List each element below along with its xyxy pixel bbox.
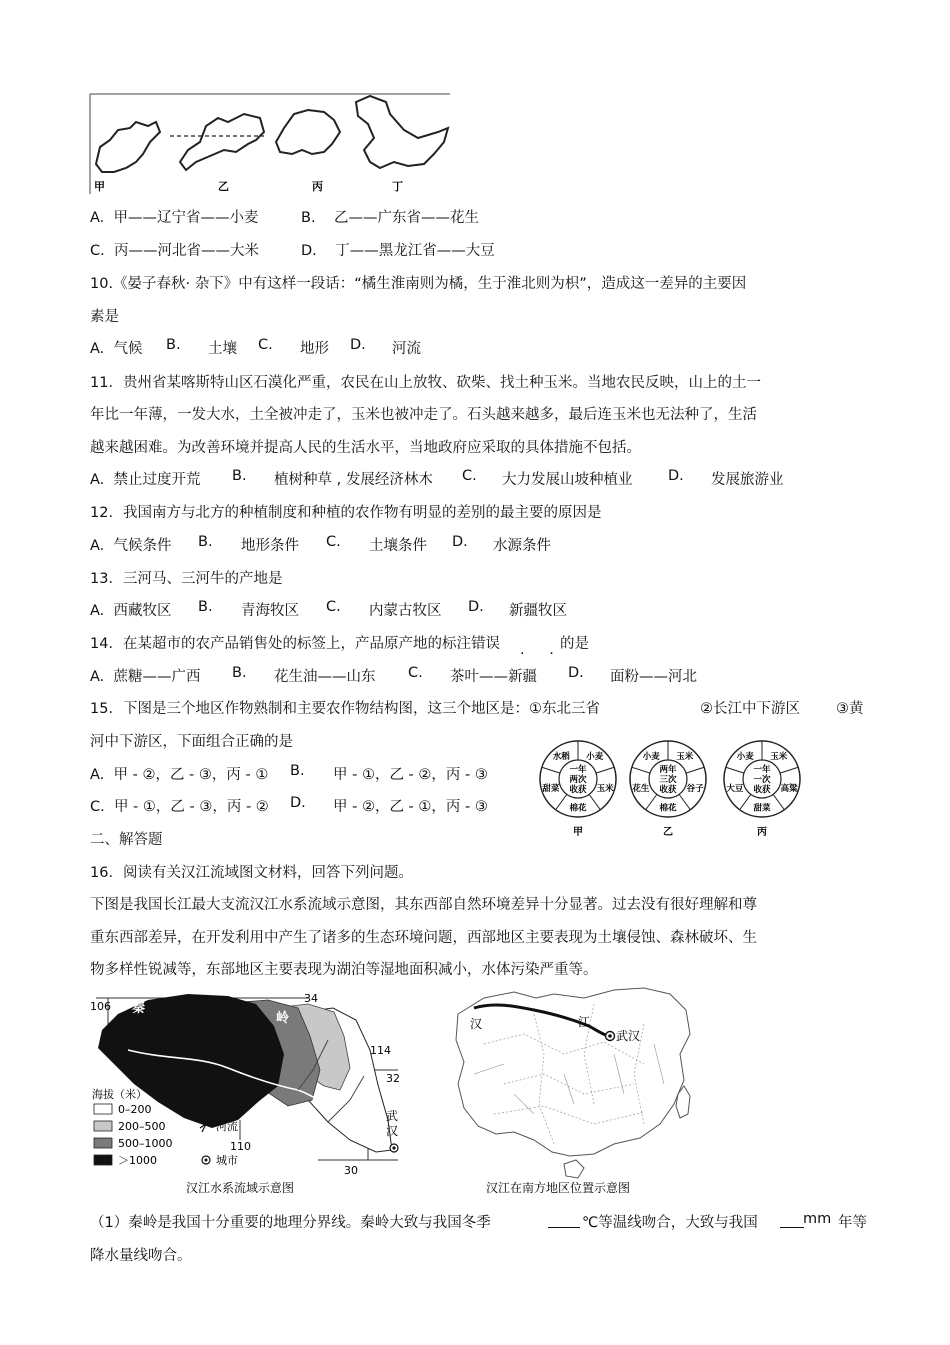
outline-bing xyxy=(276,110,340,154)
q15-option-b: B. xyxy=(290,763,305,779)
label-qin: 秦 xyxy=(132,1001,146,1016)
q10-option-b-text: 土壤 xyxy=(208,341,237,357)
q10-option-c-text: 地形 xyxy=(300,341,329,357)
province-outline-figure xyxy=(88,92,452,196)
q11-option-d: D. xyxy=(668,468,684,484)
coord-114: 114 xyxy=(370,1044,391,1057)
wheel-center-text: 三次 xyxy=(659,775,677,785)
q9-option-d: D. 丁——黑龙江省——大豆 xyxy=(301,243,495,259)
q14-option-c: C. xyxy=(408,665,423,681)
q11-option-c: C. xyxy=(462,468,477,484)
q13-option-d-text: 新疆牧区 xyxy=(509,603,567,619)
q15-option-c: C. 甲 - ①，乙 - ③，丙 - ② xyxy=(90,799,269,815)
q12-option-b: B. xyxy=(198,534,213,550)
q16-sub1-b: ℃等温线吻合，大致与我国 xyxy=(582,1215,758,1231)
crop-label: 甜菜 xyxy=(542,783,560,794)
coord-34: 34 xyxy=(304,992,318,1005)
q11-options xyxy=(90,468,784,489)
coord-32: 32 xyxy=(386,1072,400,1085)
crop-label: 玉米 xyxy=(596,783,614,794)
q9-option-a: A. 甲——辽宁省——小麦 xyxy=(90,210,259,226)
q15-option-d: D. xyxy=(290,795,306,811)
q9-options-row2 xyxy=(90,239,495,260)
crop-label: 谷子 xyxy=(686,783,704,794)
q15-stem-a: 15．下图是三个地区作物熟制和主要农作物结构图，这三个地区是：①东北三省 xyxy=(90,701,600,717)
q10-option-c: C. xyxy=(258,337,273,353)
han-basin-svg xyxy=(88,990,418,1198)
q12-option-a: A. 气候条件 xyxy=(90,538,172,554)
q13-option-b-text: 青海牧区 xyxy=(241,603,299,619)
crop-label: 棉花 xyxy=(569,803,587,814)
q10-option-d: D. xyxy=(350,337,366,353)
q14-stem-b: 的是 xyxy=(560,636,589,652)
q13-option-c-text: 内蒙古牧区 xyxy=(369,603,442,619)
q14-option-d: D. xyxy=(568,665,584,681)
crop-wheel-1 xyxy=(540,741,616,838)
crop-label: 高粱 xyxy=(780,783,798,794)
q9-option-c: C. 丙——河北省——大米 xyxy=(90,243,259,259)
q10-option-b: B. xyxy=(166,337,181,353)
q15-stem-c: ③黄 xyxy=(836,701,864,717)
q16-para-line3: 物多样性锐减等，东部地区主要表现为湖泊等湿地面积减小，水体污染严重等。 xyxy=(90,962,598,978)
q13-option-d: D. xyxy=(468,599,484,615)
legend-0-200: 0–200 xyxy=(118,1103,152,1116)
han-river-basin-map xyxy=(88,990,418,1198)
q16-sub1-c: mm xyxy=(803,1211,832,1227)
taiwan-island xyxy=(676,1086,690,1118)
map2-caption: 汉江在南方地区位置示意图 xyxy=(486,1181,631,1195)
wheel-center-text: 两次 xyxy=(569,775,587,785)
wheel-center-text: 收获 xyxy=(753,785,771,795)
label-yi: 乙 xyxy=(218,180,229,193)
wheel-center-text: 一年 xyxy=(569,765,587,775)
q12-option-d: D. xyxy=(452,534,468,550)
outline-jia xyxy=(96,122,160,172)
q10-options xyxy=(90,337,421,358)
crop-wheels xyxy=(538,733,808,845)
precipitation-blank[interactable] xyxy=(780,1213,804,1228)
south-map-svg xyxy=(444,984,698,1198)
q13-options xyxy=(90,599,567,620)
wheel-center-text: 收获 xyxy=(659,785,677,795)
q15-option-b-text: 甲 - ①，乙 - ②，丙 - ③ xyxy=(333,767,488,783)
south-region-outline xyxy=(456,988,690,1156)
q14-stem-a: 14．在某超市的农产品销售处的标签上，产品原产地的标注错误 xyxy=(90,636,500,652)
q15-options-row2 xyxy=(90,795,488,816)
q9-option-b: B. 乙——广东省——花生 xyxy=(301,210,479,226)
hainan-island xyxy=(564,1160,584,1178)
q16-para-line2: 重东西部差异，在开发利用中产生了诸多的生态环境问题，西部地区主要表现为土壤侵蚀、森林破坏、生 xyxy=(90,930,757,946)
wheel-center-text: 收获 xyxy=(569,785,587,795)
crop-label: 甜菜 xyxy=(753,803,771,814)
q14-option-c-text: 茶叶——新疆 xyxy=(450,669,537,685)
q14-option-d-text: 面粉——河北 xyxy=(610,669,697,685)
crop-wheels-figure xyxy=(538,733,808,845)
q16-sub1-a: （1）秦岭是我国十分重要的地理分界线。秦岭大致与我国冬季 xyxy=(90,1215,491,1231)
q13-option-b: B. xyxy=(198,599,213,615)
wheel-center-text: 一次 xyxy=(753,775,771,785)
crop-label: 水稻 xyxy=(552,751,570,762)
q10-stem-line1: 10.《晏子春秋· 杂下》中有这样一段话：“橘生淮南则为橘，生于淮北则为枳”，造成这一差异的主要因 xyxy=(90,276,747,292)
q14-emphasis-dots: . . xyxy=(520,642,564,658)
crop-label: 小麦 xyxy=(586,751,604,762)
q11-option-a: A. 禁止过度开荒 xyxy=(90,472,201,488)
map2-label-jiang: 江 xyxy=(578,1015,591,1029)
legend-500-1000: 500–1000 xyxy=(118,1137,173,1150)
label-han2: 汉 xyxy=(386,1124,399,1138)
map2-label-han: 汉 xyxy=(470,1017,483,1031)
q11-stem-line2: 年比一年薄，一发大水，土全被冲走了，玉米也被冲走了。石头越来越多，最后连玉米也无法种了，生活 xyxy=(90,407,757,423)
q14-option-b: B. xyxy=(232,665,247,681)
crop-label: 花生 xyxy=(632,783,650,794)
q16-para-line1: 下图是我国长江最大支流汉江水系流域示意图，其东西部自然环境差异十分显著。过去没有很好理解和尊 xyxy=(90,897,757,913)
crop-wheel-2 xyxy=(630,741,706,838)
legend-title: 海拔（米） xyxy=(92,1088,147,1101)
wheel-label: 甲 xyxy=(573,827,583,838)
section-title: 二、解答题 xyxy=(90,832,163,848)
map2-label-wuhan: 武汉 xyxy=(616,1029,641,1043)
map1-caption: 汉江水系流域示意图 xyxy=(186,1181,295,1195)
q14-options xyxy=(90,665,697,686)
q12-option-c-text: 土壤条件 xyxy=(369,538,427,554)
q12-options xyxy=(90,534,551,555)
q14-stem xyxy=(90,632,589,658)
label-ling: 岭 xyxy=(276,1011,290,1026)
label-ding: 丁 xyxy=(392,180,403,193)
q11-stem-line3: 越来越困难。为改善环境并提高人民的生活水平，当地政府应采取的具体措施不包括。 xyxy=(90,440,641,456)
coord-106: 106 xyxy=(90,1000,111,1013)
q13-option-c: C. xyxy=(326,599,341,615)
q15-stem-line1 xyxy=(90,697,870,718)
wheel-label: 乙 xyxy=(663,827,673,838)
q9-options-row1 xyxy=(90,206,479,227)
q15-stem-b: ②长江中下游区 xyxy=(700,701,800,717)
coord-110: 110 xyxy=(230,1140,251,1153)
q11-option-b: B. xyxy=(232,468,247,484)
q16-title: 16．阅读有关汉江流域图文材料，回答下列问题。 xyxy=(90,865,413,881)
q12-option-b-text: 地形条件 xyxy=(241,538,299,554)
q15-options-row1 xyxy=(90,763,488,784)
legend-gt1000: ＞1000 xyxy=(118,1154,157,1167)
crop-label: 大豆 xyxy=(726,783,744,794)
outline-ding xyxy=(356,96,448,168)
q12-option-d-text: 水源条件 xyxy=(493,538,551,554)
q12-option-c: C. xyxy=(326,534,341,550)
q16-sub1-d: 年等 xyxy=(838,1215,867,1231)
q13-option-a: A. 西藏牧区 xyxy=(90,603,172,619)
q12-stem: 12．我国南方与北方的种植制度和种植的农作物有明显的差别的最主要的原因是 xyxy=(90,505,602,521)
crop-label: 小麦 xyxy=(642,751,660,762)
q16-sub1-line2: 降水量线吻合。 xyxy=(90,1248,192,1264)
outline-yi xyxy=(180,114,264,170)
q15-option-d-text: 甲 - ②，乙 - ①，丙 - ③ xyxy=(333,799,488,815)
q10-option-d-text: 河流 xyxy=(392,341,421,357)
q16-sub1-line1 xyxy=(90,1211,870,1232)
q10-stem-line2: 素是 xyxy=(90,309,119,325)
crop-label: 玉米 xyxy=(676,751,694,762)
label-han: 汉 xyxy=(222,1047,236,1062)
temperature-blank[interactable] xyxy=(548,1213,580,1228)
crop-label: 棉花 xyxy=(659,803,677,814)
province-outlines xyxy=(88,92,452,196)
crop-label: 小麦 xyxy=(736,751,754,762)
crop-wheel-3 xyxy=(724,741,800,838)
q15-option-a: A. 甲 - ②，乙 - ③，丙 - ① xyxy=(90,767,269,783)
q14-option-b-text: 花生油——山东 xyxy=(274,669,376,685)
q11-option-c-text: 大力发展山坡种植业 xyxy=(502,472,633,488)
q10-option-a: A. 气候 xyxy=(90,341,143,357)
wheel-label: 丙 xyxy=(757,827,767,838)
q11-option-b-text: 植树种草 , 发展经济林木 xyxy=(274,472,433,488)
label-bing: 丙 xyxy=(312,180,323,193)
q11-option-d-text: 发展旅游业 xyxy=(711,472,784,488)
legend-city: 城市 xyxy=(216,1154,238,1167)
crop-label: 玉米 xyxy=(770,751,788,762)
q14-option-a: A. 蔗糖——广西 xyxy=(90,669,201,685)
q11-stem-line1: 11．贵州省某喀斯特山区石漠化严重，农民在山上放牧、砍柴、找土种玉米。当地农民反映，山上的土一 xyxy=(90,375,761,391)
label-wu: 武 xyxy=(386,1109,399,1123)
q13-stem: 13．三河马、三河牛的产地是 xyxy=(90,571,283,587)
legend-200-500: 200–500 xyxy=(118,1120,166,1133)
coord-30: 30 xyxy=(344,1164,358,1177)
southern-china-map xyxy=(444,984,698,1198)
legend-river: 河流 xyxy=(216,1120,238,1133)
label-jia: 甲 xyxy=(94,180,105,193)
q15-stem-line2: 河中下游区，下面组合正确的是 xyxy=(90,734,293,750)
wheel-center-text: 两年 xyxy=(659,765,677,775)
wheel-center-text: 一年 xyxy=(753,765,771,775)
